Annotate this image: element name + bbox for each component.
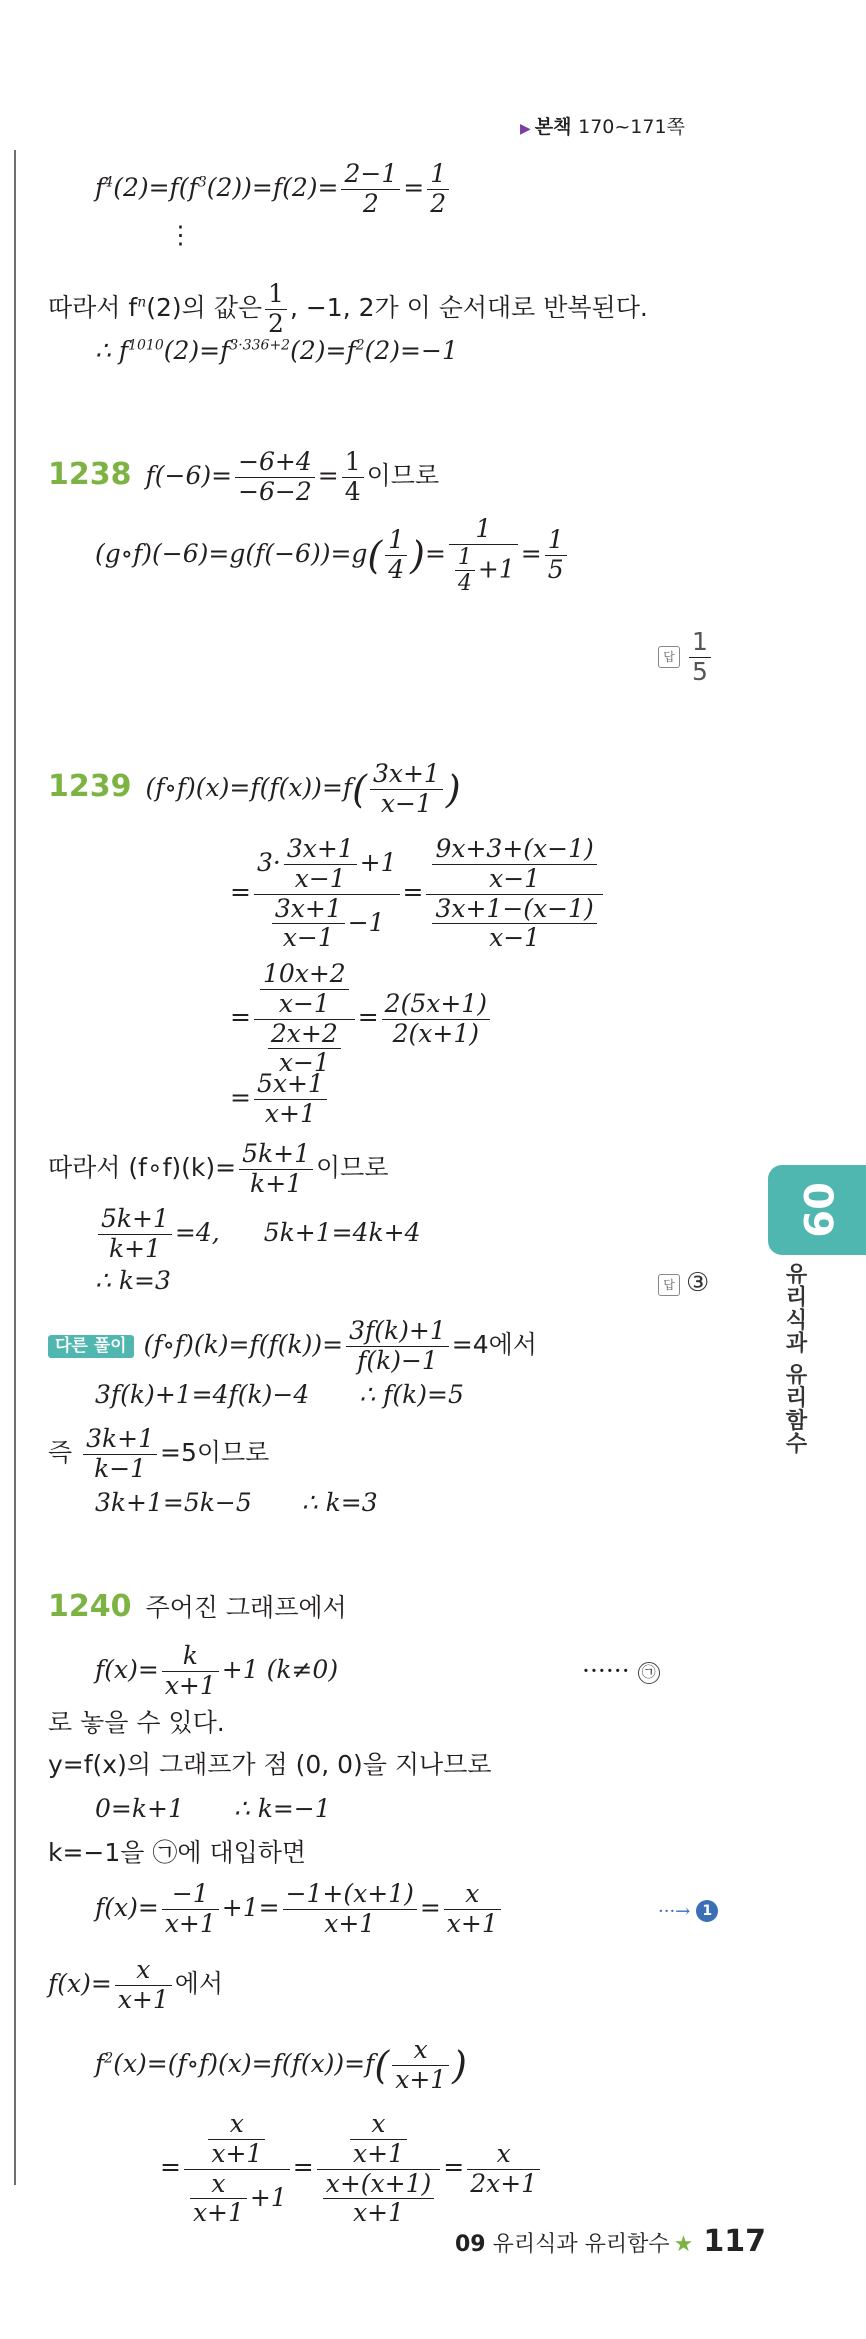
problem-1239-line-1: 1239 (f∘f)(x)=f(f(x))=f( $\frac{3x+1}{x-1}$ ) — [48, 759, 461, 818]
answer-1238: 답 $\frac{1}{5}$ — [658, 628, 714, 687]
problem-1239-line-3: = $\frac{\frac{10x+2}{x-1}}{\frac{2x+2}{x-1}}$ = $\frac{2(5x+1)}{2(x+1)}$ — [230, 960, 493, 1078]
problem-1239-alt-line-2: 3f(k)+1=4f(k)−4 ∴ f(k)=5 — [95, 1380, 464, 1409]
answer-icon: 답 — [658, 646, 680, 668]
chapter-tab — [768, 1165, 866, 1255]
top-line-3: ∴ $f^{1010}(2)=f^{3\cdot 336+2}(2)=f^2(2)=-1$ — [95, 336, 458, 365]
problem-1240-title: 1240 주어진 그래프에서 — [48, 1589, 347, 1624]
problem-1240-line-7: f(x)= $\frac{x}{x+1}$ 에서 — [48, 1955, 224, 2014]
problem-1239-line-7: ∴ k=3 — [95, 1266, 171, 1295]
fraction: $\frac{2-1}{2}$ — [341, 160, 400, 219]
problem-1240-line-6: f(x)= $\frac{-1}{x+1}$ +1= $\frac{-1+(x+1)}{x+1}$ = $\frac{x}{x+1}$ — [95, 1880, 504, 1939]
problem-1239-alt-line-3: 즉 $\frac{3k+1}{k-1}$ =5이므로 — [48, 1424, 270, 1483]
problem-1239-line-5: 따라서 (f∘f)(k)= $\frac{5k+1}{k+1}$ 이므로 — [48, 1139, 389, 1198]
problem-1240-line-8: $f^2(x)=(f\circ f)(x)=f(f(x))=f$( $\frac{x}{x+1}$ ) — [95, 2035, 467, 2094]
chapter-number: 09 — [794, 1182, 840, 1238]
step-1-icon: 1 — [696, 1900, 718, 1922]
top-line-2: 따라서 $f^n(2)$의 값은 $\frac{1}{2}$ , −1, 2가 이 순서대로 반복된다. — [48, 279, 648, 338]
equation-marker: ······ ㉠ — [582, 1658, 660, 1684]
problem-1240-line-4: 0=k+1 ∴ k=−1 — [95, 1794, 331, 1823]
step-marker: ···→ 1 — [658, 1896, 718, 1922]
answer-1239: 답 ③ — [658, 1268, 709, 1298]
problem-1238-line-2: (g∘f)(−6)=g(f(−6))=g( $\frac{1}{4}$ )= 1 $\frac{1}{4}$ +1 = $\frac{1}{5}$ — [95, 515, 570, 596]
problem-number: 1240 — [48, 1589, 132, 1624]
problem-1240-line-3: y=f(x)의 그래프가 점 (0, 0)을 지나므로 — [48, 1750, 492, 1779]
fraction: $\frac{1}{2}$ — [427, 160, 449, 219]
page-number: 117 — [703, 2224, 766, 2259]
problem-number: 1239 — [48, 768, 132, 804]
problem-1239-line-2: = 3· $\frac{3x+1}{x-1}$ +1 $\frac{3x+1}{x-1}$ −1 = $\frac{\frac{9x+3+(x-1)}{x-1}}{\frac{3x+1-(x-1)}{x-1}}$ — [230, 835, 606, 953]
top-line-1: $f^4(2)=f(f^3(2))=f(2)=$ $\frac{2-1}{2}$ = $\frac{1}{2}$ — [95, 160, 452, 219]
problem-1239-line-4: = $\frac{5x+1}{x+1}$ — [230, 1070, 330, 1129]
fraction: $\frac{1}{2}$ — [265, 280, 287, 339]
problem-1239-line-6: $\frac{5k+1}{k+1}$ =4, 5k+1=4k+4 — [95, 1205, 421, 1264]
alternative-solution-badge: 다른 풀이 — [48, 1335, 134, 1358]
page-reference — [520, 112, 685, 139]
problem-1239-alt-line-4: 3k+1=5k−5 ∴ k=3 — [95, 1488, 378, 1517]
problem-1239-alt-line-1: 다른 풀이 (f∘f)(k)=f(f(k))= $\frac{3f(k)+1}{f(k)-1}$ =4에서 — [48, 1317, 537, 1376]
problem-number: 1238 — [48, 456, 132, 492]
problem-1240-line-9: = $\frac{x}{x+1}$ $\frac{x}{x+1}$ +1 = $\frac{\frac{x}{x+1}}{\frac{x+(x+1)}{x+1}}$ = $\frac{x}{2x+1}$ — [160, 2110, 543, 2228]
arrow-icon: ▶ — [520, 121, 531, 137]
star-icon: ★ — [673, 2232, 694, 2257]
problem-1240-line-5: k=−1을 ㉠에 대입하면 — [48, 1838, 307, 1867]
vertical-dots: ⋮ — [168, 220, 193, 249]
footer-title: 유리식과 유리함수 — [492, 2232, 670, 2257]
problem-1240-line-2: 로 놓을 수 있다. — [48, 1708, 225, 1737]
header-prefix: 본책 — [534, 116, 572, 138]
answer-icon: 답 — [658, 1274, 680, 1296]
footer-chapter: 09 — [455, 2232, 486, 2257]
problem-1238-line-1: 1238 f(−6)= $\frac{-6+4}{-6-2}$ = $\frac{1}{4}$ 이므로 — [48, 447, 440, 506]
page-footer — [455, 2224, 766, 2259]
margin-rule — [14, 150, 16, 2185]
chapter-side-label: 유리식과 유리함수 — [782, 1262, 807, 1455]
problem-1240-line-1: f(x)= $\frac{k}{x+1}$ +1 (k≠0) — [95, 1641, 339, 1700]
header-pages: 170~171쪽 — [578, 116, 685, 138]
